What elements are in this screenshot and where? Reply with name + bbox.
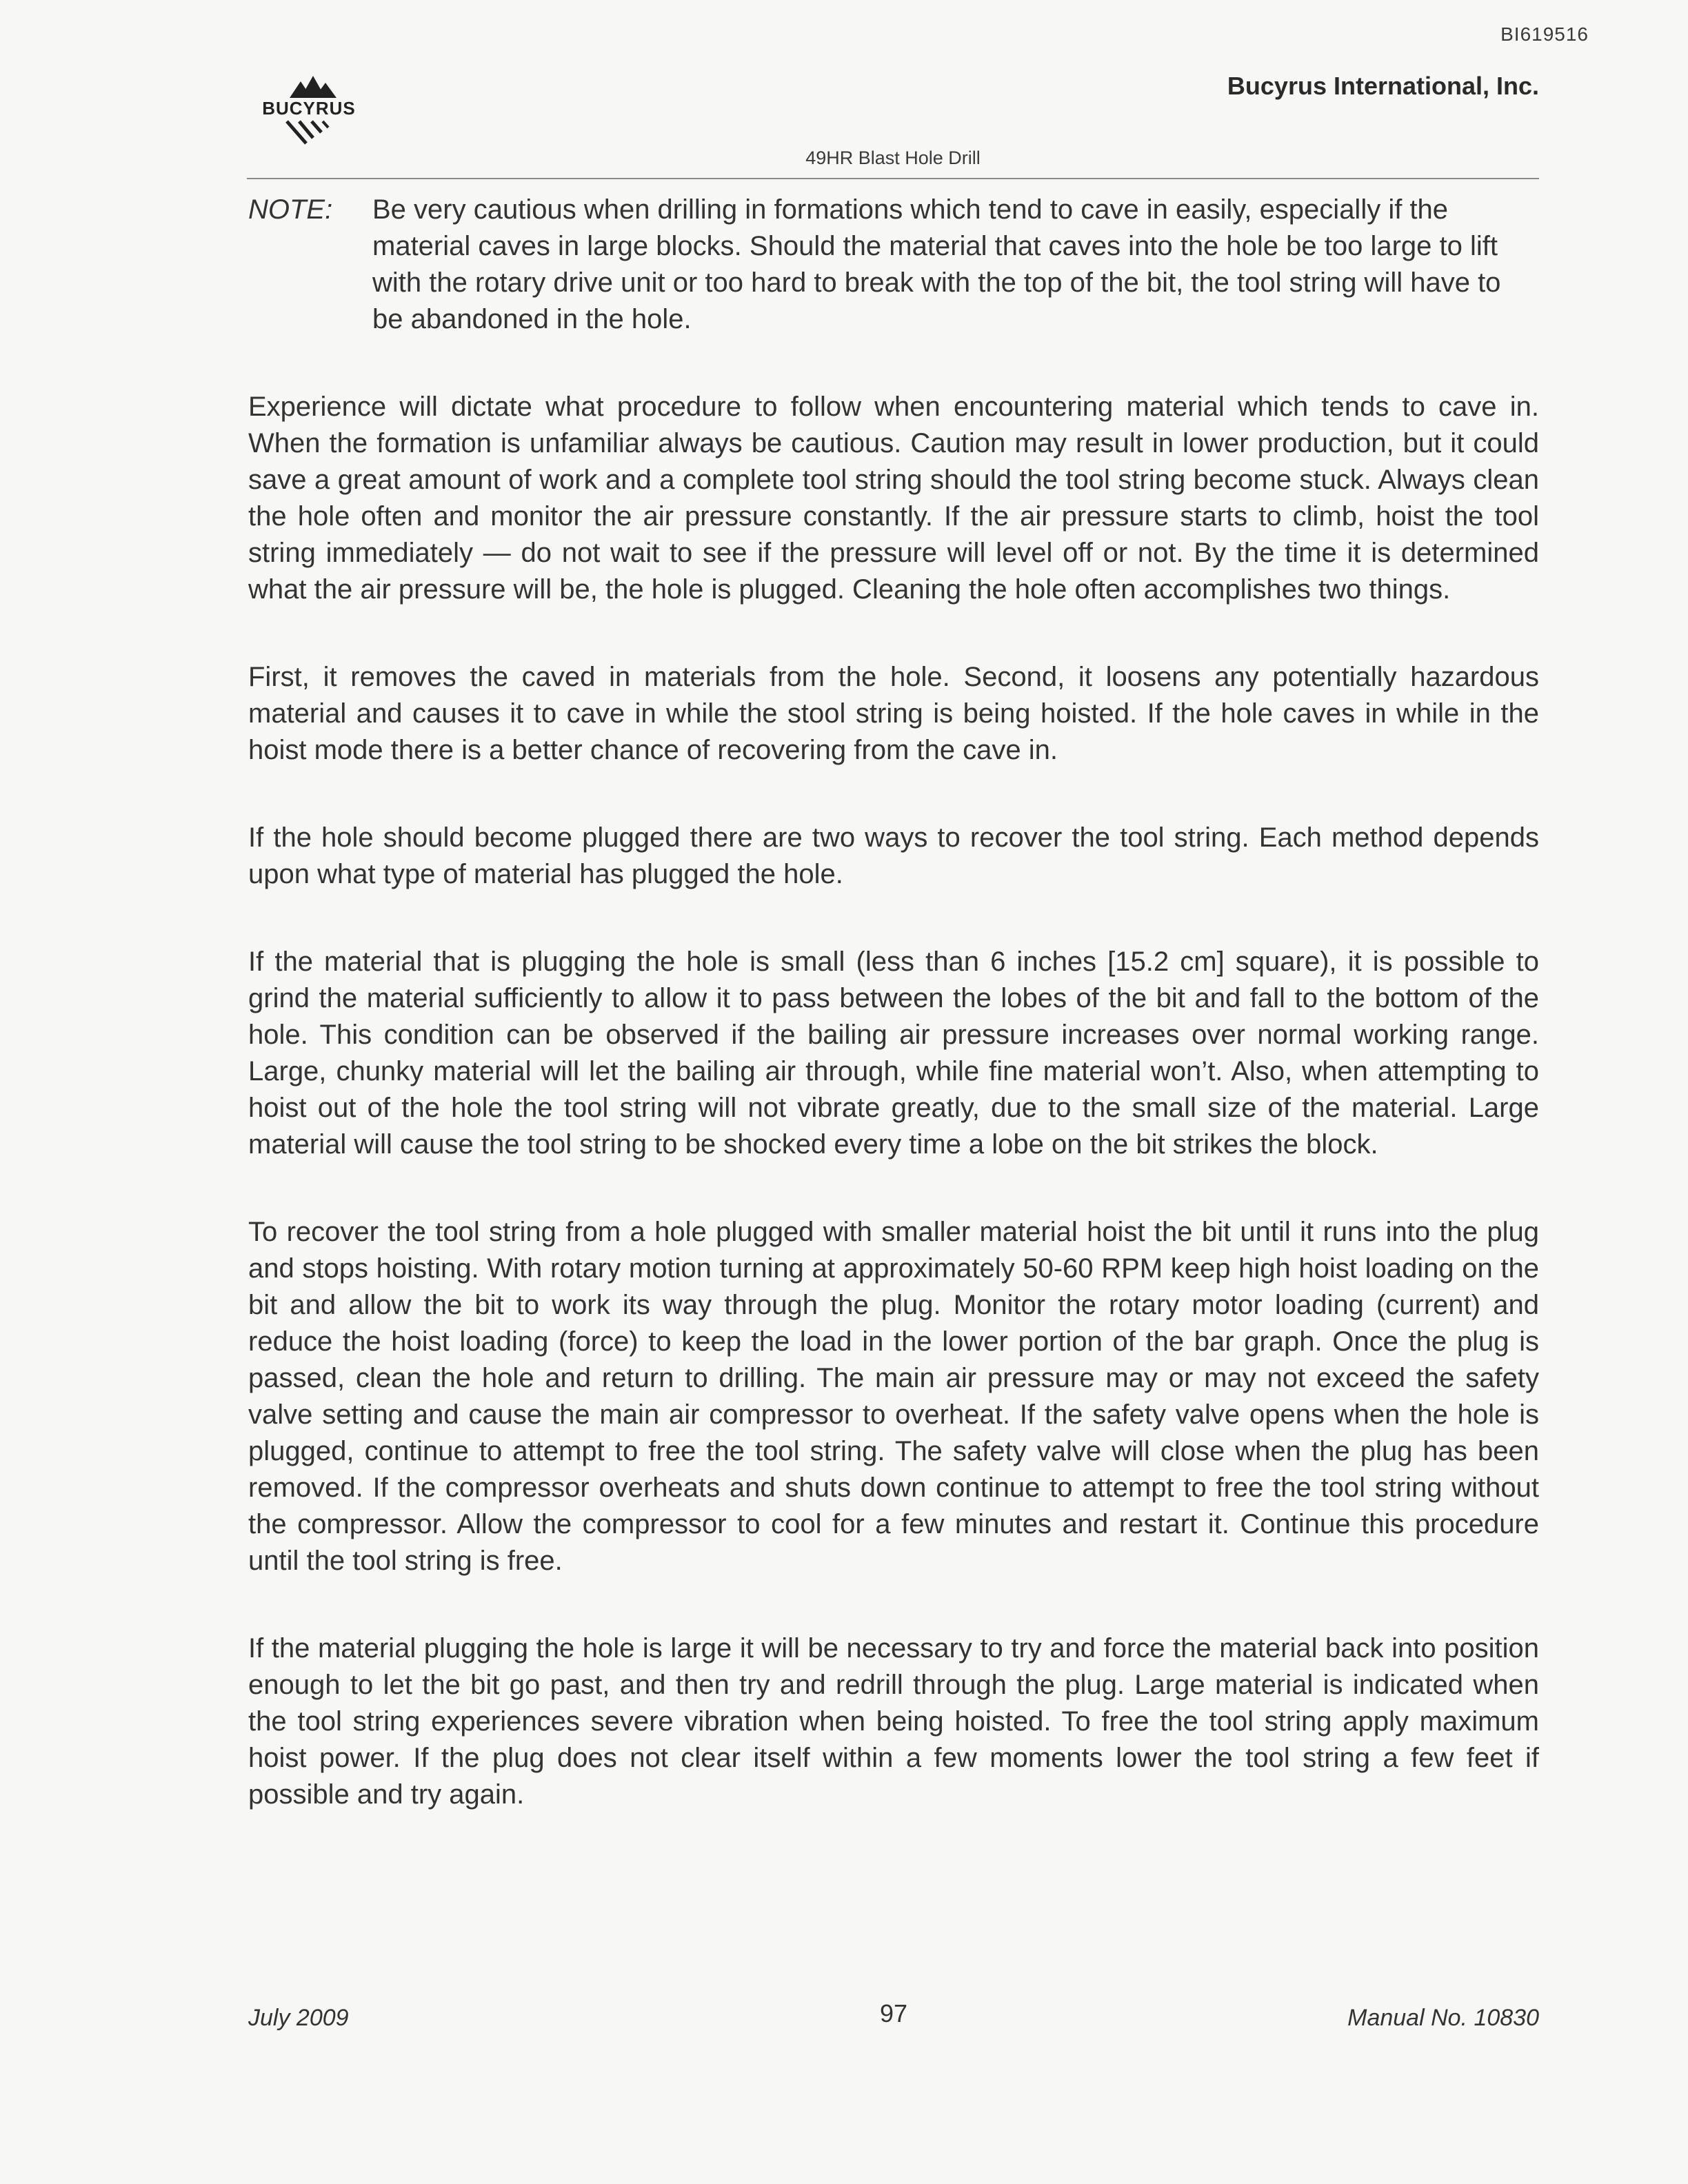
svg-text:BUCYRUS: BUCYRUS <box>262 98 356 119</box>
bucyrus-logo <box>247 72 371 154</box>
paragraph: If the material that is plugging the hole is small (less than 6 inches [15.2 cm] square), it is possible to grind the material sufficiently to allow it to pass between the lobes of the bit and fall to the bottom of the hole. This condition can be observed if the bailing air pressure increases over normal working range. Large, chunky material will let the bailing air through, while fine material won’t. Also, when attempting to hoist out of the hole the tool string will not vibrate greatly, due to the small size of the material. Large material will cause the tool string to be shocked every time a lobe on the bit strikes the block. <box>248 947 1539 1160</box>
document-id: BI619516 <box>1500 23 1589 45</box>
manual-number: Manual No. 10830 <box>1347 2005 1539 2031</box>
paragraph: If the hole should become plugged there are two ways to recover the tool string. Each method depends upon what type of material has plugged the hole. <box>248 822 1539 889</box>
note-block <box>248 192 1539 338</box>
paragraph: Experience will dictate what procedure to follow when encountering material which tends to cave in. When the formation is unfamiliar always be cautious. Caution may result in lower production, but it could save a great amount of work and a complete tool string should the tool string become stuck. Always clean the hole often and monitor the air pressure constantly. If the air pressure starts to climb, hoist the tool string immediately — do not wait to see if the pressure will level off or not. By the time it is determined what the air pressure will be, the hole is plugged. Cleaning the hole often accomplishes two things. <box>248 392 1539 605</box>
page-footer <box>248 1999 1539 2034</box>
paragraph: To recover the tool string from a hole plugged with smaller material hoist the bit until it runs into the plug and stops hoisting. With rotary motion turning at approximately 50-60 RPM keep high hoist loading on the bit and allow the bit to work its way through the plug. Monitor the rotary motor loading (current) and reduce the hoist loading (force) to keep the load in the lower portion of the bar graph. Once the plug is passed, clean the hole and return to drilling. The main air pressure may or may not exceed the safety valve setting and cause the main air compressor to overheat. If the safety valve opens when the hole is plugged, continue to attempt to free the tool string. The safety valve will close when the plug has been removed. If the compressor overheats and shuts down continue to attempt to free the tool string without the compressor. Allow the compressor to cool for a few minutes and restart it. Continue this procedure until the tool string is free. <box>248 1217 1539 1576</box>
note-label: NOTE: <box>248 194 333 225</box>
note-text: Be very cautious when drilling in formations which tend to cave in easily, especially if the material caves in large blocks. Should the material that caves into the hole be too large to lift with the rotary drive unit or too hard to break with the top of the bit, the tool string will have to be abandoned in the hole. <box>372 194 1501 334</box>
document-body <box>248 192 1539 1864</box>
paragraph: If the material plugging the hole is large it will be necessary to try and force the material back into position enough to let the bit go past, and then try and redrill through the plug. Large material is indicated when the tool string experiences severe vibration when being hoisted. To free the tool string apply maximum hoist power. If the plug does not clear itself within a few moments lower the tool string a few feet if possible and try again. <box>248 1633 1539 1810</box>
paragraph: First, it removes the caved in materials from the hole. Second, it loosens any potentially hazardous material and causes it to cave in while the stool string is being hoisted. If the hole caves in while in the hoist mode there is a better chance of recovering from the cave in. <box>248 662 1539 765</box>
header-rule <box>247 178 1539 179</box>
page-number: 97 <box>879 1999 908 2028</box>
document-subtitle: 49HR Blast Hole Drill <box>805 148 981 168</box>
footer-date: July 2009 <box>248 2005 349 2031</box>
company-name: Bucyrus International, Inc. <box>1227 72 1539 100</box>
